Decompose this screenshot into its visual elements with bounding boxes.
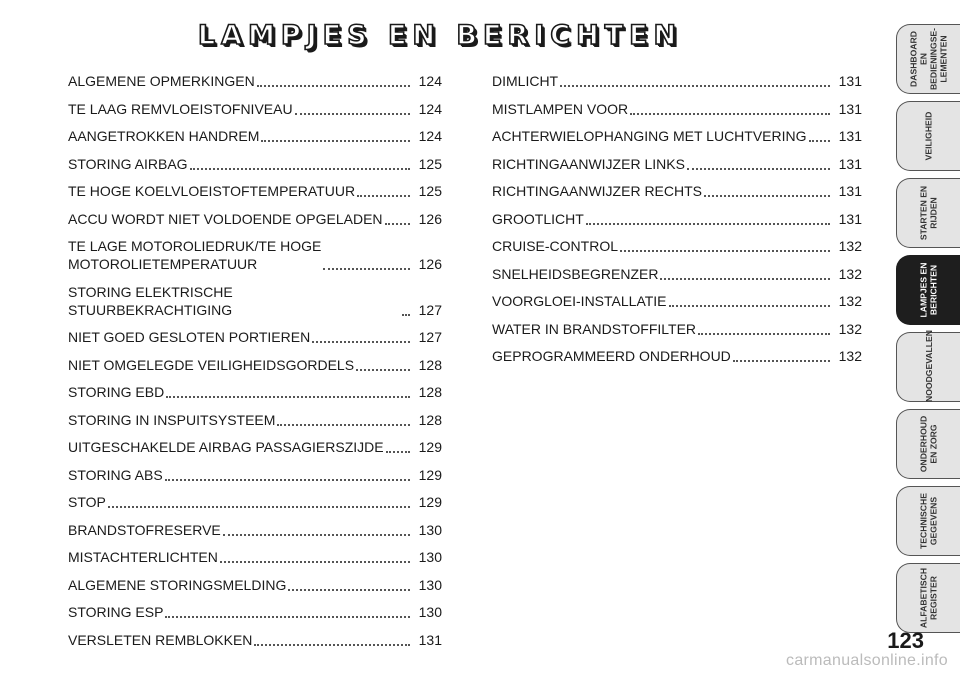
toc-entry-title: WATER IN BRANDSTOFFILTER [492,320,697,337]
dot-leader [356,357,410,371]
toc-entry-page: 129 [418,466,442,483]
toc-entry-title: ALGEMENE STORINGSMELDING [68,576,287,593]
toc-entry[interactable] [68,493,442,511]
toc-entry-title: STORING ABS [68,466,163,483]
toc-entry-title: RICHTINGAANWIJZER LINKS [492,155,685,172]
dot-leader [257,73,410,87]
toc-entry-page: 131 [418,631,442,648]
toc-right-column [492,72,862,375]
toc-entry[interactable] [492,155,862,173]
section-tab[interactable] [896,563,960,633]
toc-entry-page: 129 [418,494,442,510]
toc-entry[interactable] [492,237,862,255]
dot-leader [288,577,410,591]
toc-entry[interactable] [492,127,862,145]
dot-leader [386,439,410,453]
toc-entry[interactable] [492,100,862,118]
toc-entry[interactable] [68,576,442,594]
toc-entry-title: MISTACHTERLICHTEN [68,549,218,565]
section-tab[interactable] [896,486,960,556]
dot-leader [254,632,410,646]
toc-entry[interactable] [68,328,442,346]
toc-entry-page: 130 [418,576,442,593]
toc-entry[interactable] [492,265,862,283]
section-tab[interactable] [896,255,960,325]
toc-entry-page: 129 [418,439,442,455]
toc-entry-page: 131 [838,183,862,199]
toc-entry-page: 131 [838,100,862,117]
toc-entry-title: STORING ESP [68,604,164,620]
toc-entry-page: 126 [418,210,442,227]
section-tab-label: DASHBOARD EN BEDIENINGSE- LEMENTEN [908,27,949,91]
dot-leader [261,128,410,142]
toc-entry-page: 126 [418,256,442,272]
toc-entry[interactable] [492,182,862,200]
toc-entry[interactable] [68,603,442,621]
watermark-text: carmanualsonline.info [786,652,948,669]
toc-entry[interactable] [68,210,442,228]
page-title: LAMPJES EN BERICHTEN [197,20,683,51]
dot-leader [166,384,410,398]
toc-entry[interactable] [68,521,442,539]
toc-entry[interactable] [68,182,442,200]
dot-leader [295,101,410,115]
toc-entry-page: 131 [838,210,862,227]
toc-entry-page: 124 [418,128,442,144]
toc-entry[interactable] [492,210,862,228]
dot-leader [277,412,410,426]
toc-entry-title: TE HOGE KOELVLOEISTOFTEMPERATUUR [68,183,356,199]
toc-entry[interactable] [68,283,442,319]
toc-entry[interactable] [68,383,442,401]
dot-leader [620,238,830,252]
toc-entry-page: 124 [418,100,442,117]
toc-entry[interactable] [68,466,442,484]
toc-entry-title: ACCU WORDT NIET VOLDOENDE OPGELADEN [68,210,383,227]
dot-leader [223,522,410,536]
toc-entry-page: 128 [418,411,442,428]
toc-entry-title: TE LAAG REMVLOEISTOFNIVEAU [68,100,293,117]
toc-entry-page: 132 [838,320,862,337]
toc-entry[interactable] [68,548,442,566]
section-tab-label: VEILIGHEID [923,111,934,161]
section-tab[interactable] [896,409,960,479]
toc-entry[interactable] [492,347,862,365]
dot-leader [586,211,830,225]
toc-entry[interactable] [68,411,442,429]
section-tab-label: TECHNISCHE GEGEVENS [918,493,939,549]
toc-entry-title: BRANDSTOFRESERVE [68,521,221,538]
toc-entry-page: 128 [418,384,442,400]
toc-entry-page: 125 [418,183,442,199]
toc-entry[interactable] [68,356,442,374]
toc-entry-title: NIET OMGELEGDE VEILIGHEIDSGORDELS [68,356,355,373]
toc-entry-page: 128 [418,356,442,373]
dot-leader [560,73,830,87]
toc-entry[interactable] [492,292,862,310]
dot-leader [630,101,830,115]
toc-entry-title: CRUISE-CONTROL [492,238,619,254]
section-tab-label: NOODGEVALLEN [923,330,934,402]
toc-entry-title: STORING EBD [68,384,165,400]
toc-entry-page: 131 [838,73,862,89]
dot-leader [323,256,410,270]
toc-entry-page: 132 [838,348,862,364]
dot-leader [108,494,410,508]
section-tab-label: LAMPJES EN BERICHTEN [918,262,939,318]
toc-entry-page: 125 [418,155,442,172]
toc-entry-page: 130 [418,521,442,538]
dot-leader [698,321,830,335]
toc-entry-title: VOORGLOEI-INSTALLATIE [492,293,667,309]
toc-entry[interactable] [68,438,442,456]
toc-entry-page: 132 [838,293,862,309]
toc-entry-page: 132 [838,265,862,282]
toc-entry-page: 131 [838,128,862,144]
toc-entry[interactable] [68,100,442,118]
dot-leader [165,604,410,618]
section-tab[interactable] [896,332,960,402]
toc-entry-page: 132 [838,238,862,254]
toc-entry[interactable] [68,127,442,145]
dot-leader [669,293,830,307]
section-tab[interactable] [896,101,960,171]
dot-leader [660,266,830,280]
dot-leader [165,467,410,481]
toc-entry-page: 131 [838,155,862,172]
section-tab-label: ALFABETISCH REGISTER [918,567,939,629]
toc-entry-title: NIET GOED GESLOTEN PORTIEREN [68,329,311,345]
toc-entry[interactable] [492,320,862,338]
section-tab[interactable] [896,24,960,94]
dot-leader [687,156,830,170]
toc-entry-page: 127 [418,301,442,318]
toc-entry-title: AANGETROKKEN HANDREM [68,128,260,144]
toc-entry-title: GROOTLICHT [492,210,584,227]
page-number: 123 [887,628,924,653]
section-tab[interactable] [896,178,960,248]
toc-entry[interactable] [68,72,442,90]
toc-entry-title: TE LAGE MOTOROLIEDRUK/TE HOGE MOTOROLIETEMPERATUUR [68,238,322,272]
toc-left-column [68,72,442,658]
dot-leader [385,211,410,225]
dot-leader [190,156,410,170]
dot-leader [704,183,830,197]
toc-entry-title: ACHTERWIELOPHANGING MET LUCHTVERING [492,128,807,144]
toc-entry[interactable] [68,155,442,173]
dot-leader [312,329,410,343]
toc-entry-title: RICHTINGAANWIJZER RECHTS [492,183,702,199]
toc-entry[interactable] [68,237,442,273]
toc-entry-title: STORING AIRBAG [68,155,188,172]
toc-entry-title: VERSLETEN REMBLOKKEN [68,631,253,648]
toc-entry[interactable] [492,72,862,90]
toc-entry-page: 127 [418,329,442,345]
toc-entry-title: DIMLICHT [492,73,559,89]
toc-entry-page: 124 [418,73,442,89]
toc-entry-title: STORING IN INSPUITSYSTEEM [68,411,276,428]
dot-leader [809,128,830,142]
toc-entry-title: STOP [68,494,106,510]
section-tab-label: ONDERHOUD EN ZORG [918,415,939,473]
toc-entry-title: GEPROGRAMMEERD ONDERHOUD [492,348,731,364]
toc-entry-page: 130 [418,604,442,620]
dot-leader [220,549,410,563]
toc-entry[interactable] [68,631,442,649]
toc-entry-title: UITGESCHAKELDE AIRBAG PASSAGIERSZIJDE [68,439,384,455]
toc-entry-title: ALGEMENE OPMERKINGEN [68,73,255,89]
toc-entry-page: 130 [418,549,442,565]
dot-leader [402,302,410,316]
toc-entry-title: SNELHEIDSBEGRENZER [492,265,659,282]
dot-leader [733,348,830,362]
toc-entry-title: STORING ELEKTRISCHE STUURBEKRACHTIGING [68,283,233,318]
section-tab-label: STARTEN EN RIJDEN [918,185,939,241]
toc-entry-title: MISTLAMPEN VOOR [492,100,629,117]
dot-leader [357,183,410,197]
